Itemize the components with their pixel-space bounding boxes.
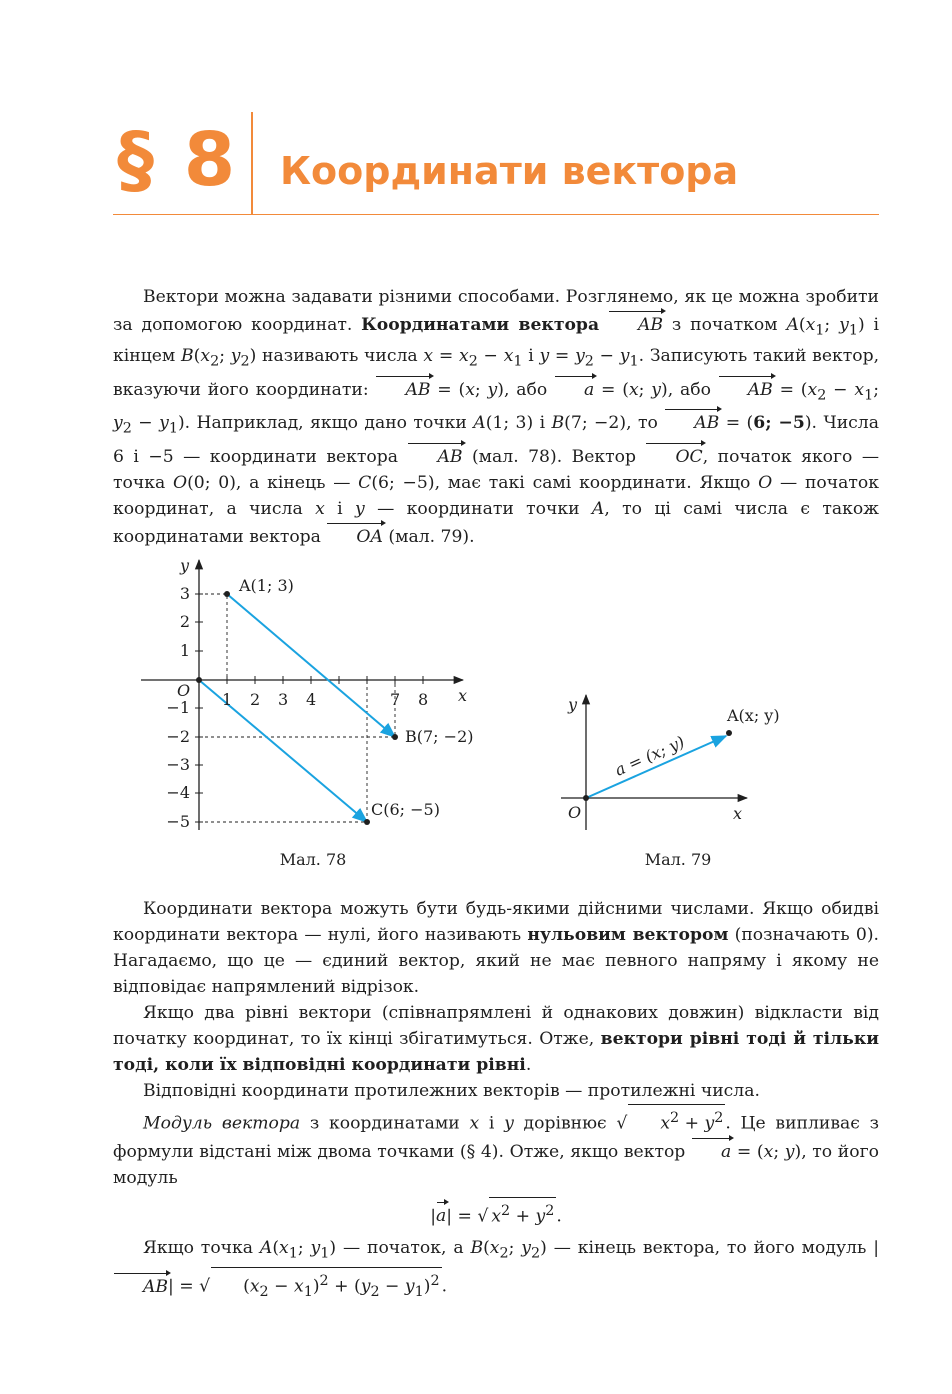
intro-paragraph: Вектори можна задавати різними способами. Розглянемо, як це можна зробити за допомогою координат. Координатами вектора AB з початком $A(x_1$; $y_1$) і кінцем $B(x_2$; $y_2$) називають числа $x = x_2 - x_1$ і $y = y_2 - y_1$. Записують такий вектор, вказуючи його координати: AB = (x; y), або a = (x; y), або AB = ($x_2 - x_1$; $y_2 - y_1$). Наприклад, якщо дано точки A(1; 3) і B(7; −2), то AB = (6; −5). Числа 6 і −5 — координати вектора AB (мал. 78). Вектор OC, початок якого — точка O(0; 0), а кінець — C(6; −5), має такі самі координати. Якщо O — початок координат, а числа x і y — координати точки A, то ці самі числа є також координатами вектора OA (мал. 79).	[113, 284, 879, 550]
definition-term: Координатами вектора	[361, 315, 600, 335]
y-tick: −5	[166, 812, 190, 831]
point-a	[726, 730, 732, 736]
y-tick: −1	[166, 698, 190, 717]
x-tick: 4	[306, 690, 317, 709]
caption-79: Мал. 79	[644, 850, 712, 869]
x-axis-label: x	[733, 804, 743, 823]
paragraph: Координати вектора можуть бути будь-якими дійсними числами. Якщо обидві координати вектора — нулі, його називають нульовим вектором (позначають 0). Нагадаємо, що це — єдиний вектор, який не має певного напряму і якому не відповідає напрямлений відрізок.	[113, 899, 879, 997]
x-tick: 7	[390, 690, 401, 709]
y-tick: 1	[179, 641, 190, 660]
label-point-c: C(6; −5)	[371, 800, 440, 819]
x-tick: 8	[418, 690, 429, 709]
origin-label: O	[177, 681, 191, 700]
section-title: Координати вектора	[280, 149, 739, 193]
body-text	[113, 896, 879, 1305]
formula-modulus: |a| = √ $x^2 + y^2$ .	[113, 1197, 879, 1230]
y-tick: −4	[166, 783, 190, 802]
label-point-b: B(7; −2)	[405, 727, 474, 746]
figure-79	[561, 695, 780, 869]
vector-label: a = (x; y)	[611, 732, 688, 780]
figures	[113, 550, 879, 880]
paragraph: Якщо точка $A(x_1$; $y_1$) — початок, а $B(x_2$; $y_2$) — кінець вектора, то його модуль |AB| = √ $(x_2 - x_1)^2 + (y_2 - y_1)^2$ .	[113, 1235, 879, 1305]
caption-78: Мал. 78	[279, 850, 347, 869]
paragraph: Модуль вектора з координатами x і y дорівнює √ $x^2 + y^2$ . Це випливає з формули відстані між двома точками (§ 4). Отже, якщо вектор a = (x; y), то його модуль	[113, 1104, 879, 1191]
y-tick: 3	[179, 584, 190, 603]
y-tick: 2	[179, 612, 190, 631]
x-tick: 2	[250, 690, 261, 709]
label-point-a: A(x; y)	[727, 706, 780, 725]
y-axis-label: y	[568, 695, 578, 714]
point-c	[364, 819, 370, 825]
section-header	[113, 112, 879, 215]
point-b	[392, 734, 398, 740]
y-axis-label: y	[180, 556, 190, 575]
x-tick: 1	[222, 690, 233, 709]
section-number: § 8	[117, 117, 238, 203]
paragraph: Відповідні координати протилежних векторів — протилежні числа.	[143, 1081, 760, 1101]
x-tick: 3	[278, 690, 289, 709]
x-axis-label: x	[458, 686, 468, 705]
label-point-a: A(1; 3)	[239, 576, 294, 595]
paragraph: Якщо два рівні вектори (співнапрямлені й однакових довжин) відкласти від початку координат, то їх кінці збігатимуться. Отже, вектори рівні тоді й тільки тоді, коли їх відповідні координати рівні.	[113, 1003, 879, 1075]
y-tick: −2	[166, 727, 190, 746]
header-divider	[251, 112, 253, 214]
figure-78	[141, 556, 473, 869]
vector-ab	[227, 594, 395, 737]
origin-label: O	[568, 803, 582, 822]
intro-text: Вектори можна задавати різними способами. Розглянемо, як це можна зробити за допомогою координат.	[113, 287, 879, 335]
y-tick: −3	[166, 755, 190, 774]
point-a	[224, 591, 230, 597]
